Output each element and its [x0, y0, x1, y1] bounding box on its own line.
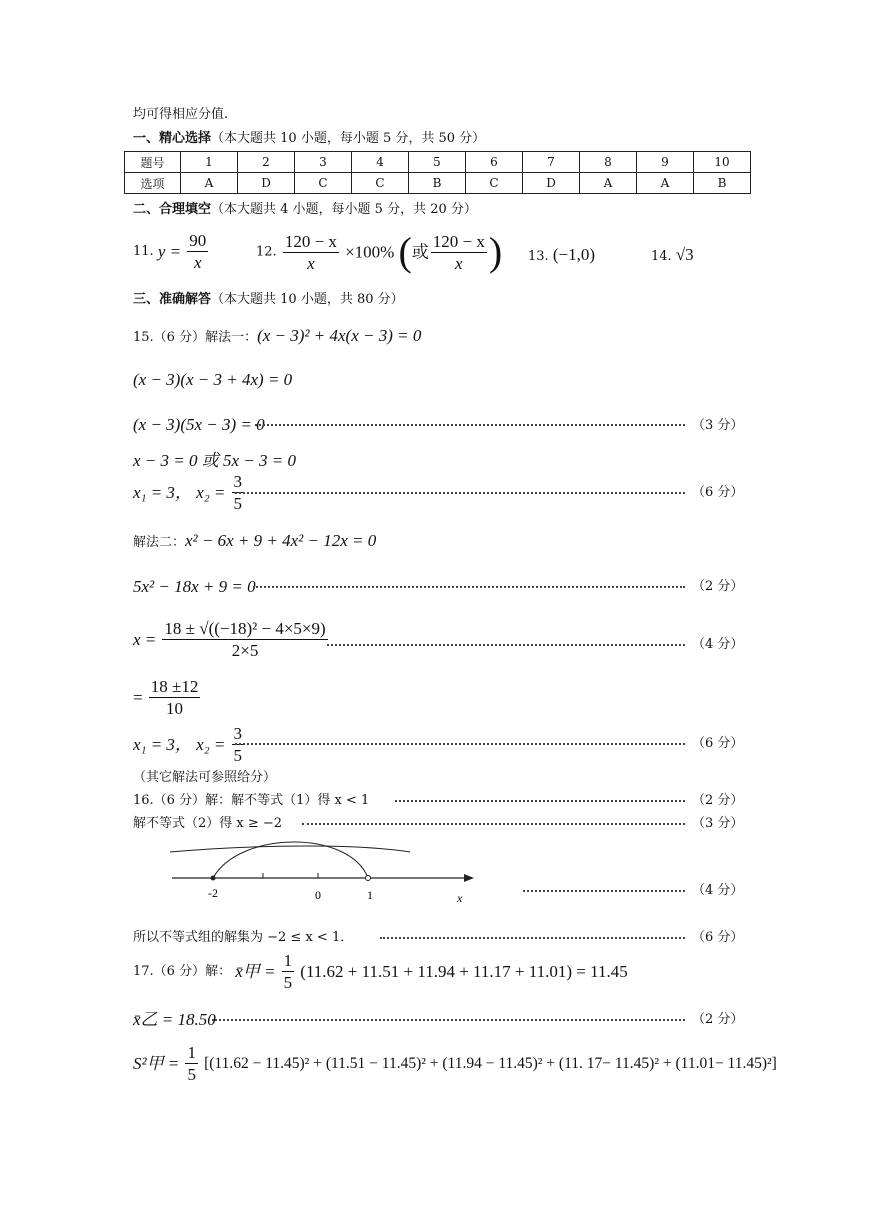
q15-eq2: (x − 3)(5x − 3) = 0: [133, 415, 265, 434]
q15-m2-eq3-fraction: [149, 678, 201, 717]
dotted-leader: [327, 644, 685, 646]
q15-eq3: x − 3 = 0 或 5x − 3 = 0: [133, 451, 296, 470]
table-cell: A: [637, 173, 694, 194]
q16-score-4: （4 分）: [692, 883, 744, 898]
table-cell: 题号: [125, 152, 181, 173]
q16-score-6: （6 分）: [692, 930, 744, 945]
q15-eq4-num: 3: [233, 472, 242, 491]
section-1-note: （本大题共 10 小题，每小题 5 分，共 50 分）: [211, 131, 486, 146]
q15-m2-eq2-fraction: [162, 620, 327, 659]
q15-method2-head: 解法二：: [133, 535, 186, 550]
q15-m2-eq4-den: 5: [233, 746, 242, 765]
table-cell: C: [295, 173, 352, 194]
section-2-heading: [133, 203, 477, 216]
arrow-icon: [464, 874, 474, 882]
q17-head: 17.（6 分）解：: [133, 964, 232, 979]
q17-var-frac-den: 5: [187, 1065, 196, 1084]
section-3-note: （本大题共 10 小题，共 80 分）: [211, 292, 404, 307]
table-cell: 10: [694, 152, 751, 173]
q15-other-note: （其它解法可参照给分）: [133, 770, 277, 785]
tick-label: 0: [315, 888, 321, 902]
q16-score-3: （3 分）: [692, 816, 744, 831]
tick-label: 1: [367, 888, 373, 902]
q15-method2-line: [133, 532, 376, 549]
q17-var-fraction: [185, 1044, 198, 1083]
table-cell: 7: [523, 152, 580, 173]
table-cell: C: [466, 173, 523, 194]
q15-m2-eq1: 5x² − 18x + 9 = 0: [133, 577, 256, 596]
tick-label: -2: [208, 886, 218, 900]
q16-line2: 解不等式（2）得 x ≥ −2: [133, 816, 283, 831]
table-cell: 1: [181, 152, 238, 173]
section-1-title: 一、精心选择: [133, 131, 212, 146]
q15-m2-eq2-num: 18 ± √((−18)² − 4×5×9): [164, 619, 326, 638]
q17-line1: [133, 952, 628, 991]
q14: [651, 246, 694, 263]
arc-line: [170, 846, 410, 852]
q15-m2-eq4-num: 3: [233, 724, 242, 743]
q15-m2-eq2-lhs: x =: [133, 630, 157, 649]
section-2-title: 二、合理填空: [133, 202, 212, 217]
q12: [256, 229, 503, 274]
q15-m2-eq4-line: [133, 725, 246, 764]
section-3-heading: [133, 293, 404, 306]
table-cell: A: [181, 173, 238, 194]
q11-number: 11.: [133, 244, 154, 259]
q11-num: 90: [189, 231, 207, 250]
axis-variable: x: [457, 891, 463, 905]
q15-score-3: （3 分）: [692, 418, 744, 433]
q15-eq4-den: 5: [233, 494, 242, 513]
q15-m2-eq3-line: [133, 678, 202, 717]
q16-line3: 所以不等式组的解集为 −2 ≤ x < 1．: [133, 930, 354, 945]
q17-fraction: [282, 952, 295, 991]
dotted-leader: [235, 492, 685, 494]
q17-score-2: （2 分）: [692, 1012, 744, 1027]
section-3-title: 三、准确解答: [133, 292, 212, 307]
table-row: [125, 152, 751, 173]
q15-m2-eq3-num: 18 ±12: [150, 677, 199, 696]
q11: [133, 232, 210, 271]
table-cell: D: [238, 173, 295, 194]
dotted-leader: [235, 743, 685, 745]
q15-m2-eq2-den: 2×5: [231, 641, 259, 660]
q12-number: 12.: [256, 244, 277, 260]
q17-frac-den: 5: [283, 973, 293, 992]
dotted-leader: [253, 586, 685, 588]
table-cell: 3: [295, 152, 352, 173]
answer-table: [124, 151, 751, 194]
q11-den: x: [193, 253, 202, 272]
dotted-leader: [212, 1019, 685, 1021]
q15-m2-eq2-line: [133, 620, 330, 659]
q12-den: x: [307, 253, 315, 273]
number-line: [160, 840, 490, 910]
q14-number: 14.: [651, 249, 672, 264]
q12-fraction: [283, 233, 339, 272]
section-1-heading: [133, 132, 485, 145]
q12-den2: x: [455, 253, 463, 273]
table-cell: 6: [466, 152, 523, 173]
q15-score-6: （6 分）: [692, 485, 744, 500]
table-cell: 2: [238, 152, 295, 173]
table-cell: D: [523, 173, 580, 194]
q15-eq4-line: [133, 473, 246, 512]
q17-frac-num: 1: [283, 951, 293, 970]
table-cell: B: [694, 173, 751, 194]
paren-left-icon: (: [398, 229, 412, 274]
q12-or: 或: [411, 242, 429, 262]
q12-num: 120 − x: [284, 231, 337, 251]
dotted-leader: [255, 424, 685, 426]
q15-head-line: [133, 327, 421, 344]
q16-line1: 16.（6 分）解：解不等式（1）得 x < 1: [133, 793, 370, 808]
table-cell: C: [352, 173, 409, 194]
table-cell: 9: [637, 152, 694, 173]
section-2-note: （本大题共 4 小题，每小题 5 分，共 20 分）: [211, 202, 477, 217]
q15-m2-score-2: （2 分）: [692, 579, 744, 594]
q17-mean2: x̄乙 = 18.50: [133, 1010, 216, 1029]
intro-text: 均可得相应分值.: [133, 107, 229, 122]
q17-var-frac-num: 1: [187, 1043, 196, 1062]
q12-num2: 120 − x: [432, 231, 485, 251]
dotted-leader: [302, 823, 685, 825]
q15-m2-eq4: x₁ = 3， x₂ =: [133, 735, 226, 754]
q15-m2-eq3-lhs: =: [133, 688, 143, 707]
q15-m2-eq0: x² − 6x + 9 + 4x² − 12x = 0: [185, 531, 377, 550]
q14-answer: √3: [675, 245, 694, 264]
q11-fraction: [187, 232, 208, 271]
table-cell: 5: [409, 152, 466, 173]
q13-answer: (−1,0): [552, 245, 595, 264]
q17-mean1-rhs: (11.62 + 11.51 + 11.94 + 11.17 + 11.01) = 11.45: [300, 962, 628, 981]
q15-head: 15.（6 分）解法一：: [133, 330, 258, 345]
dotted-leader: [380, 937, 685, 939]
closed-point-icon: [211, 876, 216, 881]
q12-fraction-2: [431, 233, 487, 272]
q16-score-2: （2 分）: [692, 793, 744, 808]
table-row: [125, 173, 751, 194]
q15-eq4: x₁ = 3， x₂ =: [133, 483, 226, 502]
q12-mid: ×100%: [345, 242, 395, 262]
paren-right-icon: ): [488, 229, 503, 274]
table-cell: 4: [352, 152, 409, 173]
q13-number: 13.: [528, 249, 549, 264]
q11-lhs: y =: [157, 242, 182, 261]
q17-mean1-lhs: x̄甲 =: [235, 962, 276, 981]
q15-m2-eq3-den: 10: [166, 699, 184, 718]
dotted-leader: [395, 800, 685, 802]
q13: [528, 246, 595, 263]
q15-eq0: (x − 3)² + 4x(x − 3) = 0: [257, 326, 422, 345]
table-cell: 8: [580, 152, 637, 173]
q17-variance-line: [133, 1044, 777, 1083]
table-cell: A: [580, 173, 637, 194]
q15-m2-score-4: （4 分）: [692, 637, 744, 652]
table-cell: B: [409, 173, 466, 194]
dotted-leader: [523, 890, 685, 892]
q15-eq1: (x − 3)(x − 3 + 4x) = 0: [133, 370, 293, 389]
table-cell: 选项: [125, 173, 181, 194]
q17-var-rhs: [(11.62 − 11.45)² + (11.51 − 11.45)² + (11.94 − 11.45)² + (11. 17− 11.45)² + (11.01− 11.45)²]: [204, 1054, 777, 1072]
q17-var-lhs: S²甲 =: [133, 1054, 180, 1073]
q15-m2-score-6: （6 分）: [692, 736, 744, 751]
open-point-icon: [366, 876, 371, 881]
